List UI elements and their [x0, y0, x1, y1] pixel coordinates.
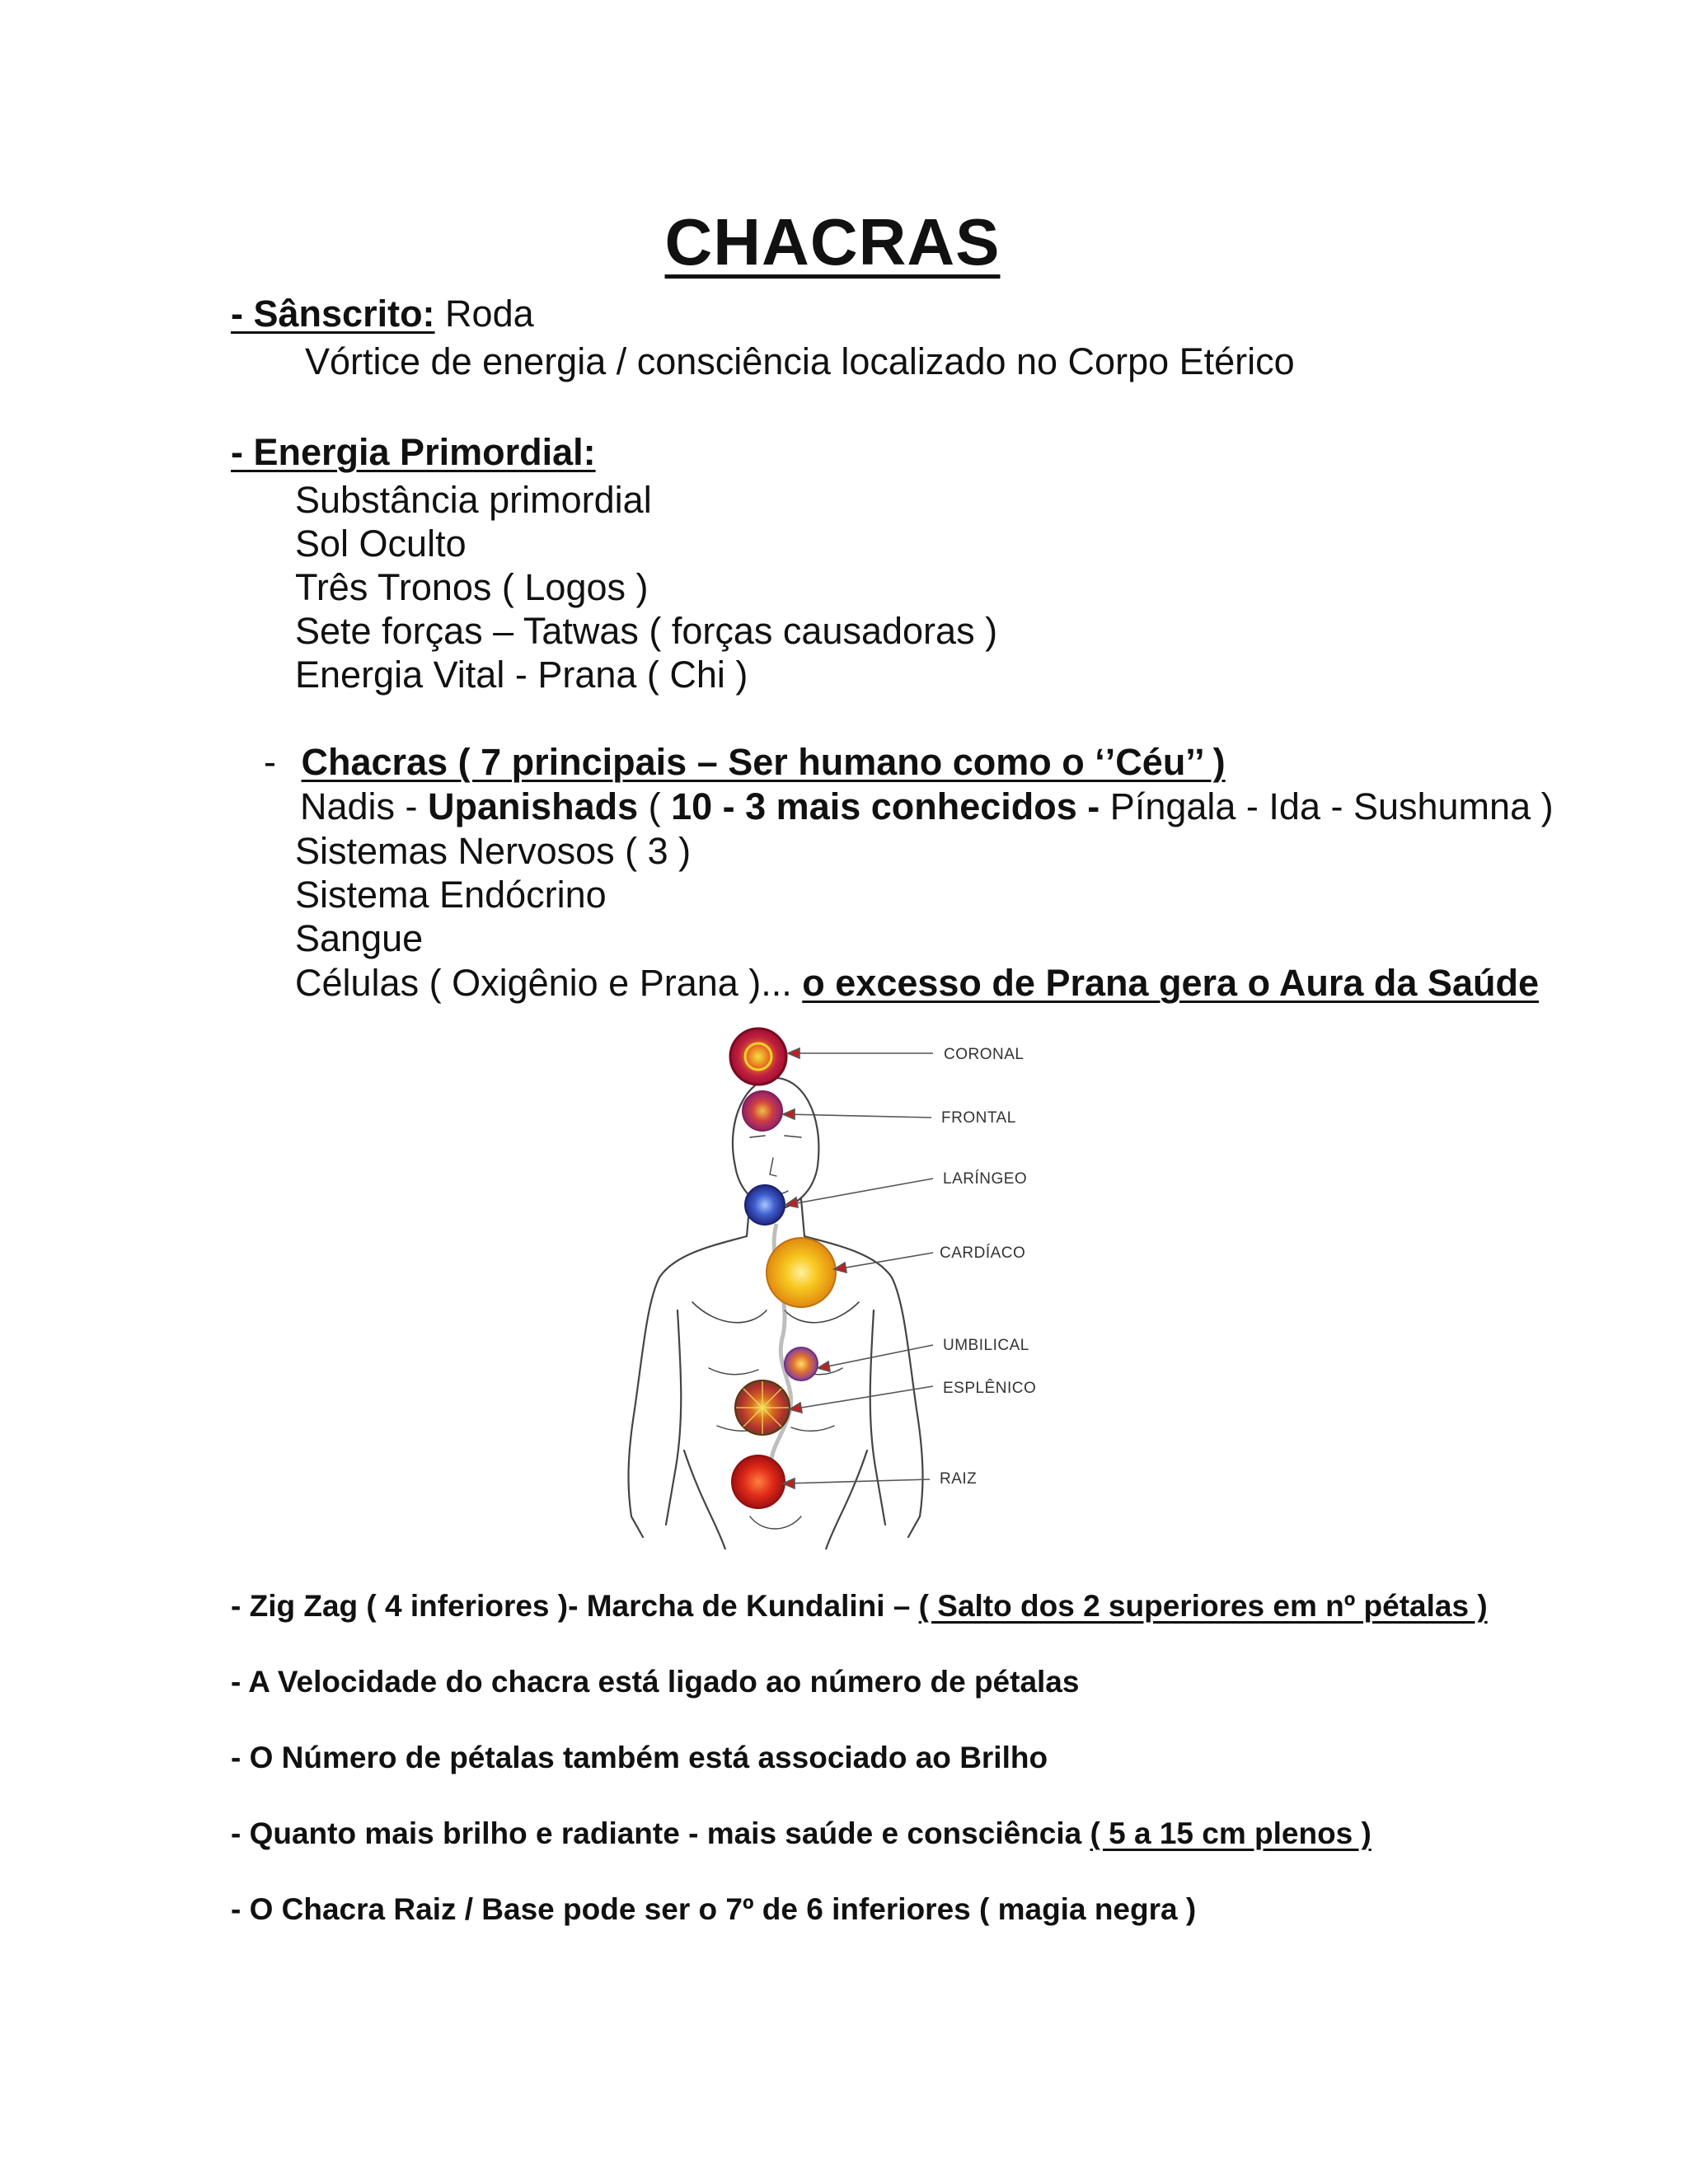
nadis-d: 10 - 3 mais conhecidos - — [671, 785, 1100, 827]
energia-item: Três Tronos ( Logos ) — [295, 566, 649, 608]
nadis-e: Píngala - Ida - Sushumna ) — [1100, 785, 1554, 827]
frontal-chakra — [743, 1091, 782, 1131]
note-raiz: - O Chacra Raiz / Base pode ser o 7º de 6 inferiores ( magia negra ) — [231, 1892, 1197, 1926]
nadis-a: Nadis - — [300, 785, 429, 827]
coronal-chakra — [730, 1029, 786, 1085]
chacras-heading-line — [264, 740, 1226, 785]
label-esplenico: ESPLÊNICO — [943, 1380, 1037, 1397]
chacras-dash: - — [264, 741, 276, 783]
energia-item: Sol Oculto — [295, 523, 467, 565]
sanscrito-description: Vórtice de energia / consciência localizado no Corpo Etérico — [305, 340, 1295, 382]
note-zigzag-text: - Zig Zag ( 4 inferiores )- Marcha de Kundalini – — [231, 1589, 919, 1623]
energia-heading: - Energia Primordial: — [231, 431, 596, 473]
label-coronal: CORONAL — [944, 1046, 1025, 1063]
celulas-highlight: o excesso de Prana gera o Aura da Saúde — [802, 962, 1539, 1004]
label-frontal: FRONTAL — [941, 1109, 1016, 1127]
chacras-heading: Chacras ( 7 principais – Ser humano como o ‘’Céu’’ ) — [301, 741, 1226, 783]
energia-item: Substância primordial — [295, 479, 652, 521]
page-title: CHACRAS — [664, 205, 1001, 279]
sanscrito-label: - Sânscrito: — [231, 293, 435, 335]
sanscrito-value: Roda — [434, 293, 534, 335]
chacras-item: Sangue — [295, 917, 424, 959]
nadis-b: Upanishads — [428, 785, 639, 827]
note-numero: - O Número de pétalas também está associado ao Brilho — [231, 1741, 1048, 1774]
energia-item: Energia Vital - Prana ( Chi ) — [295, 654, 748, 696]
label-raiz: RAIZ — [940, 1470, 978, 1488]
note-zigzag — [231, 1589, 1488, 1624]
note-velocidade: - A Velocidade do chacra está ligado ao número de pétalas — [231, 1665, 1080, 1699]
label-umbilical: UMBILICAL — [943, 1337, 1029, 1354]
chacras-item: Sistema Endócrino — [295, 874, 607, 916]
nadis-line — [300, 785, 1554, 829]
label-cardiaco: CARDÍACO — [940, 1244, 1026, 1262]
raiz-chakra — [732, 1455, 785, 1508]
laringeo-chakra — [745, 1185, 785, 1225]
celulas-text: Células ( Oxigênio e Prana )... — [295, 962, 803, 1004]
umbilical-chakra — [785, 1347, 818, 1380]
cardiaco-chakra — [767, 1238, 836, 1307]
note-quanto-highlight: ( 5 a 15 cm plenos ) — [1090, 1816, 1372, 1850]
energia-item: Sete forças – Tatwas ( forças causadoras ) — [295, 610, 998, 652]
note-quanto-text: - Quanto mais brilho e radiante - mais saúde e consciência — [231, 1816, 1090, 1850]
note-quanto — [231, 1816, 1372, 1851]
sanscrito-line — [231, 292, 534, 336]
label-laringeo: LARÍNGEO — [943, 1170, 1028, 1188]
chakra-body-figure — [626, 1022, 1088, 1549]
celulas-line — [295, 961, 1539, 1005]
nadis-c: ( — [638, 785, 672, 827]
note-zigzag-highlight: ( Salto dos 2 superiores em nº pétalas ) — [918, 1589, 1488, 1623]
chacras-item: Sistemas Nervosos ( 3 ) — [295, 830, 692, 872]
